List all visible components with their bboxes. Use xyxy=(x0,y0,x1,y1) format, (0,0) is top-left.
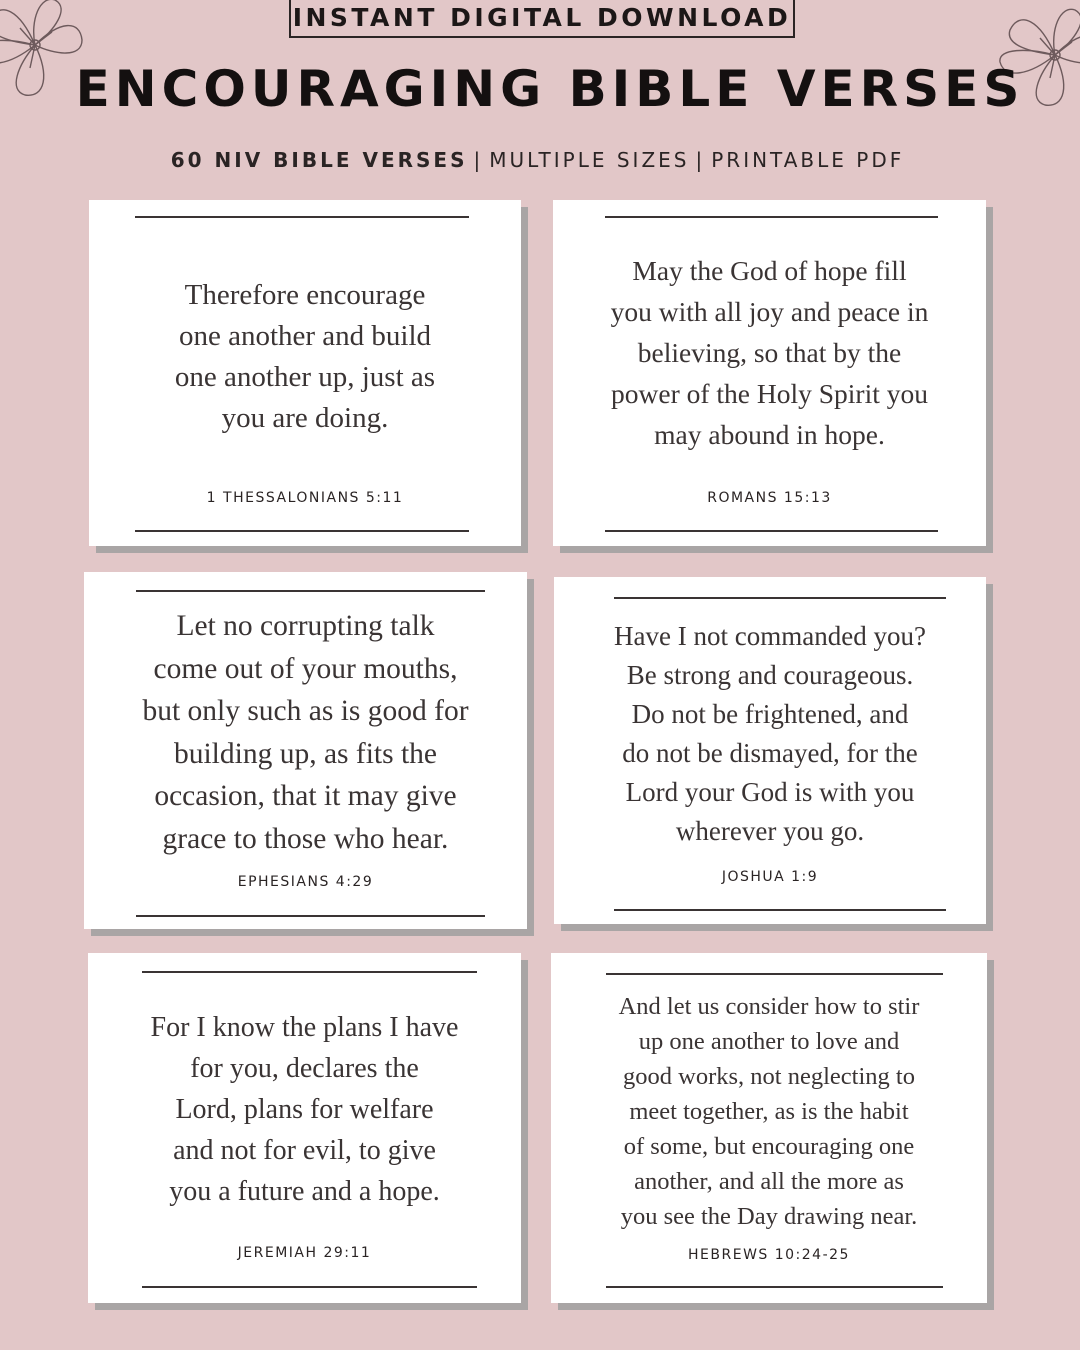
verse-text: Have I not commanded you? Be strong and courageous. Do not be frightened, and do not be dismayed, for the Lord your God is with you wherever you go. xyxy=(614,621,926,846)
verse-reference: HEBREWS 10:24-25 xyxy=(688,1247,850,1263)
card-bottom-rule xyxy=(614,909,946,911)
card-top-rule xyxy=(136,590,485,592)
subtitle-format: PRINTABLE PDF xyxy=(711,148,905,172)
verse-text: Let no corrupting talk come out of your mouths, but only such as is good for building up, as fits the occasion, that it may give grace to those who hear. xyxy=(142,610,469,855)
page-title: ENCOURAGING BIBLE VERSES xyxy=(75,60,1025,118)
verse-text: May the God of hope fill you with all joy and peace in believing, so that by the power of the Holy Spirit you may abound in hope. xyxy=(610,255,929,450)
card-bottom-rule xyxy=(605,530,938,532)
card-top-rule xyxy=(606,973,943,975)
card-bottom-rule xyxy=(136,915,485,917)
verse-card xyxy=(88,953,521,1303)
verse-card xyxy=(554,577,986,924)
verse-card xyxy=(84,572,527,929)
subtitle-separator: | xyxy=(473,148,484,172)
subtitle-verse-count: 60 NIV BIBLE VERSES xyxy=(170,148,468,172)
verse-reference: JEREMIAH 29:11 xyxy=(237,1245,372,1261)
verse-card xyxy=(553,200,986,546)
card-bottom-rule xyxy=(135,530,469,532)
card-bottom-rule xyxy=(142,1286,477,1288)
card-top-rule xyxy=(614,597,946,599)
verse-text: For I know the plans I have for you, declares the Lord, plans for welfare and not for evil, to give you a future and a hope. xyxy=(150,1012,459,1207)
verse-reference: JOSHUA 1:9 xyxy=(721,869,819,885)
verse-reference: EPHESIANS 4:29 xyxy=(237,874,374,890)
verse-reference: ROMANS 15:13 xyxy=(707,490,832,506)
page-subtitle xyxy=(0,148,1075,172)
verse-card xyxy=(89,200,521,546)
verse-card xyxy=(551,953,987,1303)
download-banner: INSTANT DIGITAL DOWNLOAD xyxy=(289,0,795,38)
verse-text: Therefore encourage one another and build one another up, just as you are doing. xyxy=(174,279,436,434)
subtitle-sizes: MULTIPLE SIZES xyxy=(489,148,690,172)
card-top-rule xyxy=(135,216,469,218)
card-top-rule xyxy=(605,216,938,218)
subtitle-separator: | xyxy=(695,148,706,172)
card-top-rule xyxy=(142,971,477,973)
verse-text: And let us consider how to stir up one another to love and good works, not neglecting to meet together, as is the habit of some, but encouraging one another, and all the more as you see the Day drawing near. xyxy=(618,993,920,1230)
card-bottom-rule xyxy=(606,1286,943,1288)
verse-reference: 1 THESSALONIANS 5:11 xyxy=(206,490,404,506)
